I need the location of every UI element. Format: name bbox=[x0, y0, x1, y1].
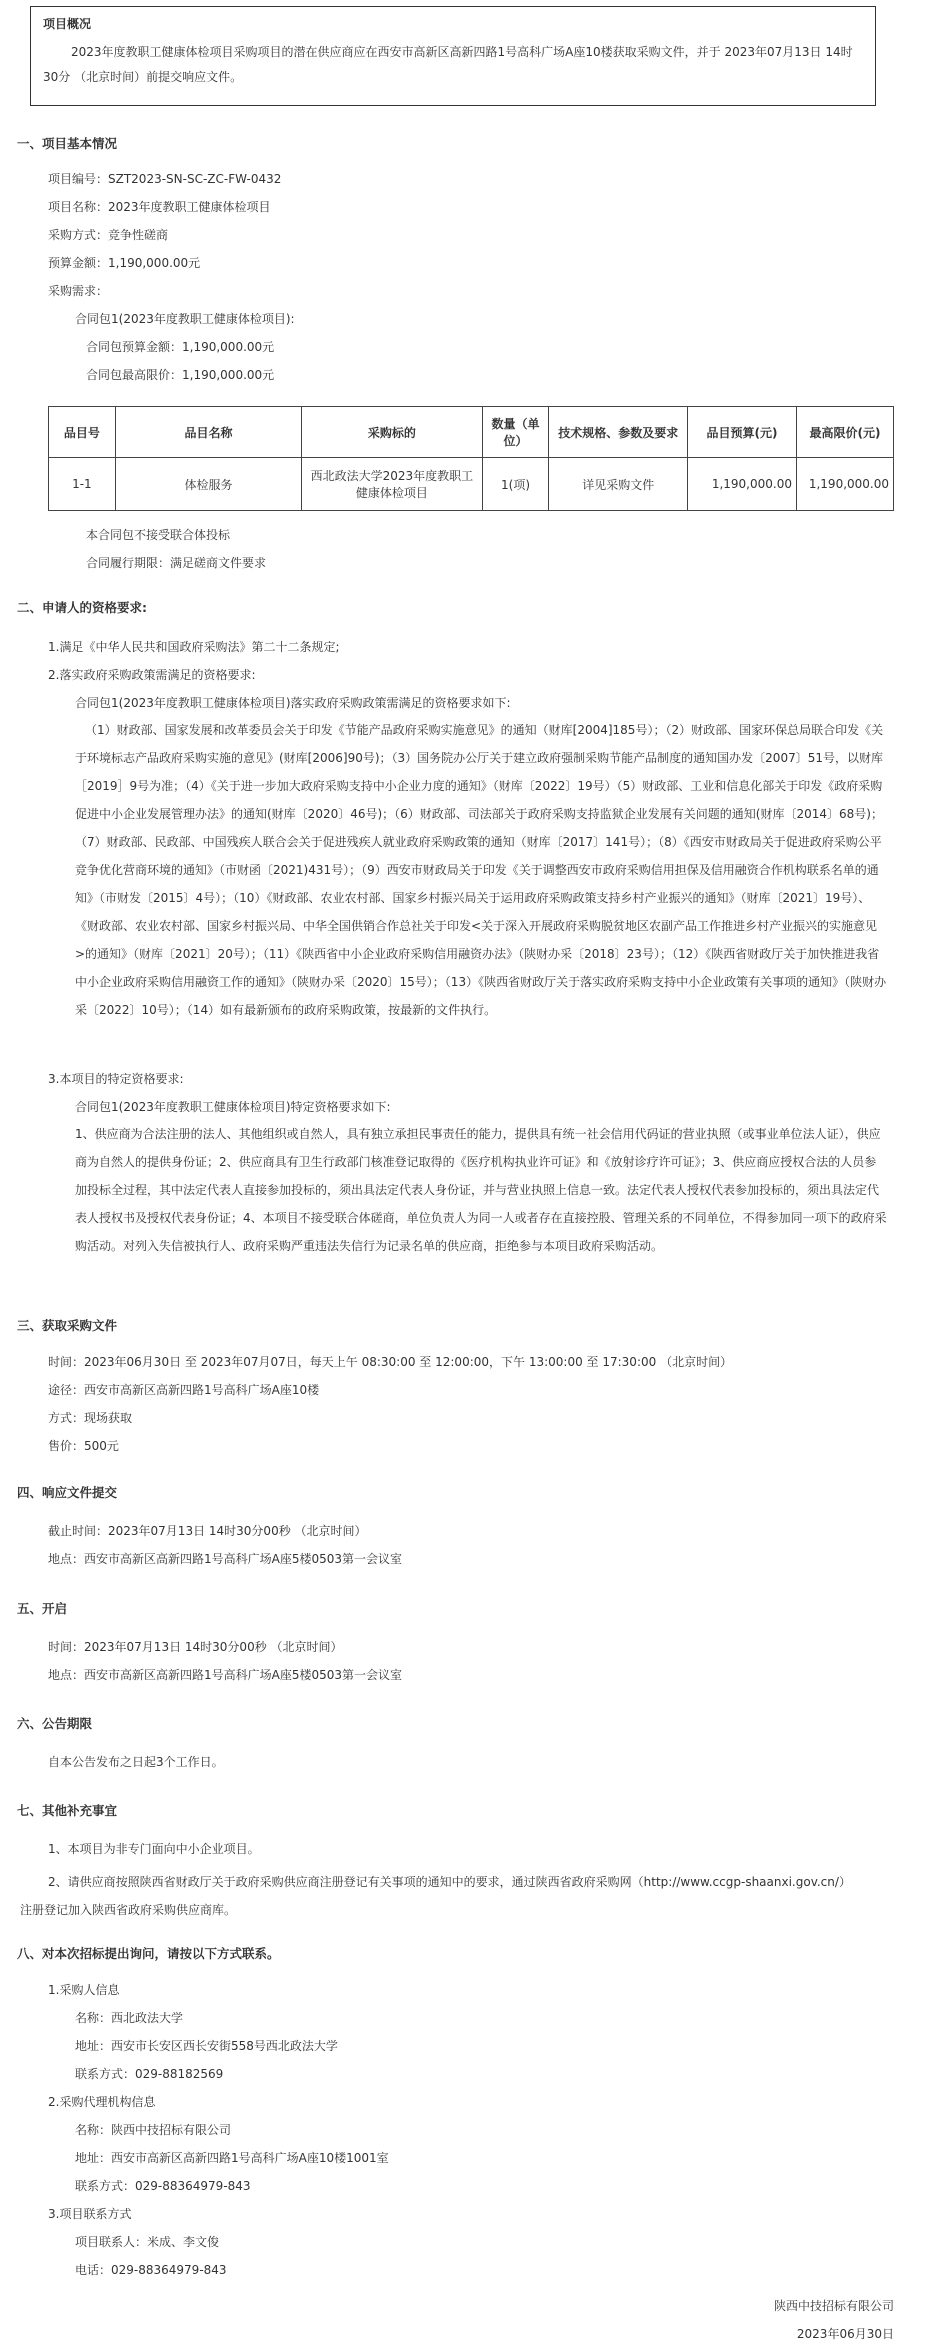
agent-info-title: 2.采购代理机构信息 bbox=[48, 2095, 156, 2109]
specific-requirements-text: 1、供应商为合法注册的法人、其他组织或自然人，具有独立承担民事责任的能力，提供具有统一社会信用代码证的营业执照（或事业单位法人证），供应商为自然人的提供身份证；2、供应商具有卫生行政部门核准登记取得的《医疗机构执业许可证》和《放射诊疗许可证》；3、供应商应授权合法的人员参加投标全过程，其中法定代表人直接参加投标的，须出具法定代表人身份证，并与营业执照上信息一致。法定代表人授权代表参加投标的，须出具法定代表人授权书及授权代表身份证；4、本项目不接受联合体磋商，单位负责人为同一人或者存在直接控股、管理关系的不同单位，不得参加同一项下的政府采购活动。对列入失信被执行人、政府采购严重违法失信行为记录名单的供应商，拒绝参与本项目政府采购活动。 bbox=[75, 1127, 887, 1253]
section-8-heading: 八、对本次招标提出询问，请按以下方式联系。 bbox=[17, 1946, 280, 1961]
specific-subheading: 合同包1(2023年度教职工健康体检项目)特定资格要求如下: bbox=[75, 1100, 391, 1114]
contract-package: 合同包1(2023年度教职工健康体检项目): bbox=[75, 312, 295, 326]
col-header: 品目预算(元) bbox=[688, 407, 797, 458]
opening-location: 地点：西安市高新区高新四路1号高科广场A座5楼0503第一会议室 bbox=[48, 1668, 403, 1682]
project-number: 项目编号：SZT2023-SN-SC-ZC-FW-0432 bbox=[48, 172, 282, 186]
project-name: 项目名称：2023年度教职工健康体检项目 bbox=[48, 200, 271, 214]
project-contact-title: 3.项目联系方式 bbox=[48, 2207, 132, 2221]
buyer-address: 地址：西安市长安区西长安街558号西北政法大学 bbox=[75, 2039, 338, 2053]
supplement-item-2-text: 2、请供应商按照陕西省财政厅关于政府采购供应商注册登记有关事项的通知中的要求，通过陕西省政府采购网（ bbox=[48, 1875, 644, 1889]
contract-term: 合同履行期限：满足磋商文件要求 bbox=[86, 556, 267, 570]
footer-date: 2023年06月30日 bbox=[796, 2327, 894, 2341]
document-time: 时间：2023年06月30日 至 2023年07月07日，每天上午 08:30:00 至 12:00:00，下午 13:00:00 至 17:30:00 （北京时间） bbox=[48, 1355, 733, 1369]
overview-box bbox=[30, 6, 876, 106]
policy-requirements-text: （1）财政部、国家发展和改革委员会关于印发《节能产品政府采购实施意见》的通知（财库[2004]185号）；（2）财政部、国家环保总局联合印发《关于环境标志产品政府采购实施的意见》(财库[2006]90号)；（3）国务院办公厅关于建立政府强制采购节能产品制度的通知国办发〔2007〕51号，以财库［2019］9号为准；（4）《关于进一步加大政府采购支持中小企业力度的通知》（财库〔2022〕19号）（5）财政部、工业和信息化部关于印发《政府采购促进中小企业发展管理办法》的通知(财库〔2020〕46号)；（6）财政部、司法部关于政府采购支持监狱企业发展有关问题的通知(财库〔2014〕68号)；（7）财政部、民政部、中国残疾人联合会关于促进残疾人就业政府采购政策的通知（财库〔2017〕141号）；（8）《西安市财政局关于促进政府采购公平竞争优化营商环境的通知》（市财函〔2021)431号）；（9）西安市财政局关于印发《关于调整西安市政府采购信用担保及信用融资合作机构联系名单的通知》（市财发〔2015〕4号）；（10）《财政部、农业农村部、国家乡村振兴局关于运用政府采购政策支持乡村产业振兴的通知》（财库〔2021〕19号）、《财政部、农业农村部、国家乡村振兴局、中华全国供销合作总社关于印发<关于深入开展政府采购脱贫地区农副产品工作推进乡村产业振兴的实施意见>的通知》（财库〔2021〕20号）；（11）《陕西省中小企业政府采购信用融资办法》（陕财办采〔2018〕23号）；（12）《陕西省财政厅关于加快推进我省中小企业政府采购信用融资工作的通知》（陕财办采〔2020〕15号）；（13）《陕西省财政厅关于落实政府采购支持中小企业政策有关事项的通知》（陕财办采〔2022〕10号）；（14）如有最新颁布的政府采购政策，按最新的文件执行。 bbox=[75, 723, 887, 1017]
buyer-phone: 联系方式：029-88182569 bbox=[75, 2067, 224, 2081]
section-4-heading: 四、响应文件提交 bbox=[17, 1485, 118, 1500]
section-7-heading: 七、其他补充事宜 bbox=[17, 1803, 118, 1818]
table-header-row bbox=[49, 407, 894, 458]
col-header: 品目号 bbox=[49, 407, 116, 458]
agent-address: 地址：西安市高新区高新四路1号高科广场A座10楼1001室 bbox=[75, 2151, 389, 2165]
section-2-heading: 二、申请人的资格要求: bbox=[17, 600, 147, 615]
qualification-item-2: 2.落实政府采购政策需满足的资格要求: bbox=[48, 668, 256, 682]
section-1-heading: 一、项目基本情况 bbox=[17, 136, 118, 151]
table-cell: 体检服务 bbox=[115, 458, 301, 511]
footer-org: 陕西中技招标有限公司 bbox=[773, 2299, 894, 2313]
procurement-needs: 采购需求： bbox=[48, 284, 109, 298]
col-header: 品目名称 bbox=[115, 407, 301, 458]
submission-deadline: 截止时间：2023年07月13日 14时30分00秒 （北京时间） bbox=[48, 1524, 367, 1538]
table-cell: 1(项) bbox=[482, 458, 549, 511]
table-row bbox=[49, 458, 894, 511]
section-5-heading: 五、开启 bbox=[17, 1601, 68, 1616]
submission-location: 地点：西安市高新区高新四路1号高科广场A座5楼0503第一会议室 bbox=[48, 1552, 403, 1566]
document-route: 途径：西安市高新区高新四路1号高科广场A座10楼 bbox=[48, 1383, 320, 1397]
notice-period: 自本公告发布之日起3个工作日。 bbox=[48, 1755, 224, 1769]
ccgp-link[interactable]: http://www.ccgp-shaanxi.gov.cn/ bbox=[643, 1875, 839, 1889]
table-cell: 1,190,000.00 bbox=[796, 458, 893, 511]
package-max-price: 合同包最高限价：1,190,000.00元 bbox=[86, 368, 275, 382]
project-contact-person: 项目联系人：米成、李文俊 bbox=[75, 2235, 220, 2249]
budget-amount: 预算金额：1,190,000.00元 bbox=[48, 256, 201, 270]
section-3-heading: 三、获取采购文件 bbox=[17, 1318, 118, 1333]
document-method: 方式：现场获取 bbox=[48, 1411, 133, 1425]
col-header: 数量（单位） bbox=[482, 407, 549, 458]
document-price: 售价：500元 bbox=[48, 1439, 119, 1453]
supplement-item-2-cont: 注册登记加入陕西省政府采购供应商库。 bbox=[20, 1903, 237, 1917]
col-header: 技术规格、参数及要求 bbox=[549, 407, 688, 458]
qualification-item-1: 1.满足《中华人民共和国政府采购法》第二十二条规定; bbox=[48, 640, 340, 654]
col-header: 采购标的 bbox=[302, 407, 482, 458]
supplement-item-1: 1、本项目为非专门面向中小企业项目。 bbox=[48, 1842, 260, 1856]
item-table bbox=[48, 406, 894, 511]
table-cell: 详见采购文件 bbox=[549, 458, 688, 511]
table-cell: 西北政法大学2023年度教职工健康体检项目 bbox=[302, 458, 482, 511]
agent-name: 名称：陕西中技招标有限公司 bbox=[75, 2123, 232, 2137]
table-cell: 1-1 bbox=[49, 458, 116, 511]
no-consortium-note: 本合同包不接受联合体投标 bbox=[86, 528, 231, 542]
supplement-item-2-close: ） bbox=[838, 1875, 851, 1889]
col-header: 最高限价(元) bbox=[796, 407, 893, 458]
overview-text: 2023年度教职工健康体检项目采购项目的潜在供应商应在西安市高新区高新四路1号高科广场A座10楼获取采购文件，并于 2023年07月13日 14时30分 （北京时间）前提交响应文件。 bbox=[43, 45, 853, 84]
agent-phone: 联系方式：029-88364979-843 bbox=[75, 2179, 251, 2193]
project-contact-phone: 电话：029-88364979-843 bbox=[75, 2263, 227, 2277]
table-cell: 1,190,000.00 bbox=[688, 458, 797, 511]
buyer-name: 名称：西北政法大学 bbox=[75, 2011, 184, 2025]
procurement-method: 采购方式：竞争性磋商 bbox=[48, 228, 169, 242]
policy-subheading: 合同包1(2023年度教职工健康体检项目)落实政府采购政策需满足的资格要求如下: bbox=[75, 696, 511, 710]
package-budget: 合同包预算金额：1,190,000.00元 bbox=[86, 340, 275, 354]
section-6-heading: 六、公告期限 bbox=[17, 1716, 93, 1731]
overview-title: 项目概况 bbox=[43, 17, 92, 31]
qualification-item-3: 3.本项目的特定资格要求: bbox=[48, 1072, 184, 1086]
buyer-info-title: 1.采购人信息 bbox=[48, 1983, 120, 1997]
opening-time: 时间：2023年07月13日 14时30分00秒 （北京时间） bbox=[48, 1640, 343, 1654]
supplement-item-2 bbox=[48, 1874, 851, 1890]
